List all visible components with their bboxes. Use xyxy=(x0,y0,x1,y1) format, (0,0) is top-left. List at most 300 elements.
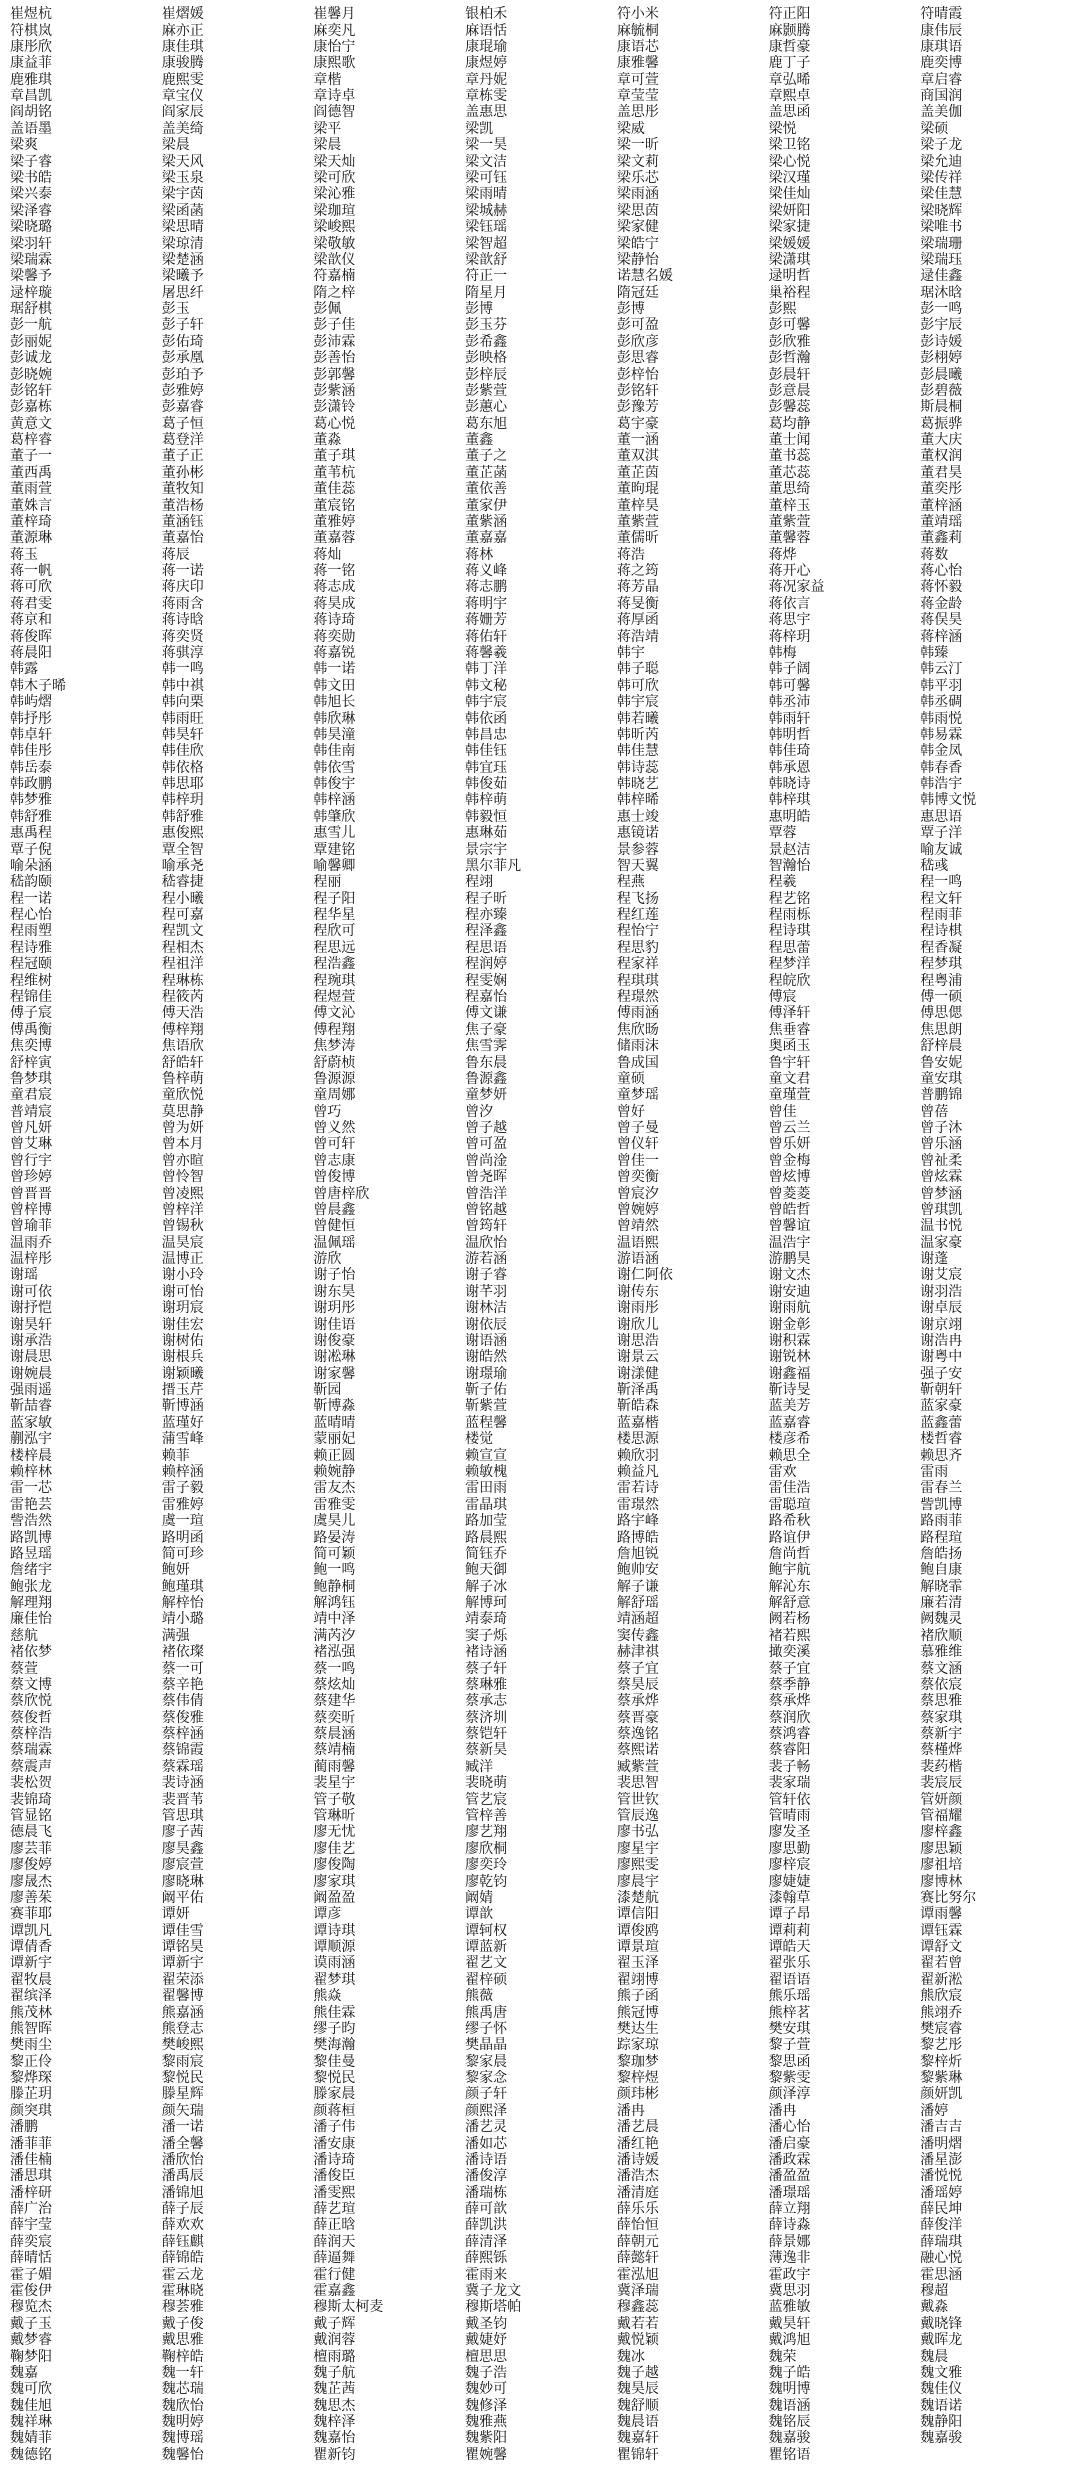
name-cell: 康琪语 xyxy=(920,38,963,55)
name-cell: 廖芸菲 xyxy=(10,1840,52,1857)
name-cell: 谢婉晨 xyxy=(10,1365,52,1382)
name-cell: 翟新淞 xyxy=(920,1971,963,1988)
name-cell: 麻毓桐 xyxy=(616,22,659,39)
name-cell: 訾凯博 xyxy=(920,1496,963,1513)
name-cell: 廖晨宇 xyxy=(616,1873,659,1890)
name-cell: 商国润 xyxy=(920,88,963,105)
name-cell: 魏祥琳 xyxy=(10,2414,52,2431)
name-cell: 谢可怡 xyxy=(161,1283,204,1300)
name-cell: 融心悦 xyxy=(920,2250,963,2267)
name-cell: 蔡文涵 xyxy=(920,1660,963,1677)
name-cell: 梁媛媛 xyxy=(768,235,811,252)
name-cell: 董大庆 xyxy=(920,432,963,449)
name-cell: 潘红艳 xyxy=(616,2135,659,2152)
name-cell: 谭钰霖 xyxy=(920,1922,963,1939)
name-cell: 谢子睿 xyxy=(465,1267,508,1284)
name-cell: 樊晶晶 xyxy=(465,2037,508,2054)
name-cell: 雷若诗 xyxy=(616,1480,659,1497)
name-cell: 翟梦琪 xyxy=(313,1971,356,1988)
name-cell: 谢安迪 xyxy=(768,1283,811,1300)
name-cell: 程欣可 xyxy=(313,923,356,940)
name-cell: 韩政鹏 xyxy=(10,776,52,793)
name-cell: 魏静阳 xyxy=(920,2414,963,2431)
name-cell: 薛朝元 xyxy=(616,2233,659,2250)
name-cell: 符棋岚 xyxy=(10,22,52,39)
name-cell: 曾炫博 xyxy=(768,1169,811,1186)
name-cell: 满芮汐 xyxy=(313,1627,356,1644)
name-cell: 阚平佑 xyxy=(161,1889,204,1906)
name-cell: 程诗琪 xyxy=(768,923,811,940)
name-cell: 雷雅雯 xyxy=(313,1496,356,1513)
name-cell: 童安琪 xyxy=(920,1070,963,1087)
name-cell: 傅子宸 xyxy=(10,1005,52,1022)
name-cell: 管世钦 xyxy=(616,1791,659,1808)
name-cell: 梁家健 xyxy=(616,219,659,236)
name-cell: 鲍天御 xyxy=(465,1562,508,1579)
name-cell: 鲁东晨 xyxy=(465,1054,508,1071)
name-cell: 彭佑琦 xyxy=(161,333,204,350)
name-cell: 逯梓璇 xyxy=(10,284,52,301)
name-cell: 隋冠廷 xyxy=(616,284,659,301)
name-cell: 章宝仪 xyxy=(161,88,204,105)
name-cell: 黎家念 xyxy=(465,2070,508,2087)
name-cell: 潘鹏 xyxy=(10,2119,38,2136)
name-cell: 裴松贺 xyxy=(10,1775,52,1792)
name-cell: 蒋况家益 xyxy=(768,579,825,596)
name-cell: 嵇彧 xyxy=(920,857,949,874)
name-cell: 盖思函 xyxy=(768,104,811,121)
name-cell: 梁瑞霖 xyxy=(10,251,52,268)
name-cell: 曾菱菱 xyxy=(768,1185,811,1202)
name-cell: 蔡济圳 xyxy=(465,1709,508,1726)
name-cell: 梁可欣 xyxy=(313,169,356,186)
name-cell: 程燕 xyxy=(616,874,645,891)
name-cell: 梁雨涵 xyxy=(616,186,659,203)
name-cell: 梁钰瑶 xyxy=(465,219,508,236)
name-cell: 韩梓琪 xyxy=(768,792,811,809)
name-cell: 曾仪轩 xyxy=(616,1136,659,1153)
name-cell: 颜蒋桓 xyxy=(313,2102,356,2119)
name-cell: 鹿雅琪 xyxy=(10,71,52,88)
name-cell: 程香凝 xyxy=(920,939,963,956)
name-cell: 彭蕙心 xyxy=(465,399,508,416)
name-cell: 彭子轩 xyxy=(161,317,204,334)
name-cell: 漆翰草 xyxy=(768,1889,811,1906)
name-cell: 曾宸汐 xyxy=(616,1185,659,1202)
name-cell: 裴思智 xyxy=(616,1775,659,1792)
name-cell: 潘冉 xyxy=(768,2102,797,2119)
name-cell: 廖昊鑫 xyxy=(161,1840,204,1857)
name-cell: 梁天风 xyxy=(161,153,204,170)
name-cell: 靖小璐 xyxy=(161,1611,204,1628)
name-cell: 鲁梦琪 xyxy=(10,1070,52,1087)
name-cell: 智天翼 xyxy=(616,857,659,874)
name-cell: 蒯泓宇 xyxy=(10,1431,52,1448)
name-cell: 雷雨 xyxy=(920,1464,949,1480)
name-cell: 蔡依宸 xyxy=(920,1676,963,1693)
name-cell: 梁雨晴 xyxy=(465,186,508,203)
name-cell: 曾怜智 xyxy=(161,1169,204,1186)
name-cell: 蒋京和 xyxy=(10,612,52,629)
name-cell: 熊佳霖 xyxy=(313,2004,356,2021)
name-cell: 曾艾琳 xyxy=(10,1136,52,1153)
name-cell: 薛欢欢 xyxy=(161,2217,204,2234)
name-cell: 葛心悦 xyxy=(313,415,356,432)
name-cell: 蔡靖楠 xyxy=(313,1742,356,1759)
name-cell: 蔡梓涵 xyxy=(161,1726,204,1743)
name-cell: 彭紫涵 xyxy=(313,382,356,399)
name-cell: 魏子航 xyxy=(313,2364,356,2381)
name-cell: 雷友杰 xyxy=(313,1480,356,1497)
name-cell: 薛奕宸 xyxy=(10,2233,52,2250)
name-cell: 薛凯洪 xyxy=(465,2217,508,2234)
name-cell: 梁歆舒 xyxy=(465,251,508,268)
name-cell: 魏思杰 xyxy=(313,2397,356,2414)
name-cell: 雷晶琪 xyxy=(465,1496,508,1513)
name-cell: 谢凇琳 xyxy=(313,1349,356,1366)
name-cell: 梁宇茵 xyxy=(161,186,204,203)
name-cell: 蔡子宜 xyxy=(768,1660,811,1677)
name-cell: 程祖洋 xyxy=(161,956,204,973)
name-cell: 温佩瑶 xyxy=(313,1234,356,1251)
name-cell: 童瑾萱 xyxy=(768,1087,811,1104)
name-cell: 廉若清 xyxy=(920,1595,963,1612)
name-cell: 崔馨月 xyxy=(313,6,356,23)
name-cell: 潘禹辰 xyxy=(161,2168,204,2185)
name-cell: 蔡昊辰 xyxy=(616,1676,659,1693)
name-cell: 潘政霖 xyxy=(768,2151,811,2168)
name-cell: 潘吉吉 xyxy=(920,2119,963,2136)
name-cell: 梁文洁 xyxy=(465,153,508,170)
name-cell: 程相杰 xyxy=(161,939,204,956)
name-cell: 穆览杰 xyxy=(10,2299,52,2316)
name-cell: 彭梓怡 xyxy=(616,366,659,383)
name-cell: 董子琪 xyxy=(313,448,356,465)
name-cell: 蒋一帆 xyxy=(10,563,52,580)
name-cell: 赖思齐 xyxy=(920,1447,963,1464)
name-cell: 麻颢腾 xyxy=(768,22,811,39)
name-cell: 曾锡秋 xyxy=(161,1218,204,1235)
name-cell: 潘安康 xyxy=(313,2135,356,2152)
name-cell: 彭梓辰 xyxy=(465,366,508,383)
name-cell: 程丽 xyxy=(313,874,342,891)
name-cell: 傅程翔 xyxy=(313,1021,356,1038)
name-cell: 赖婉静 xyxy=(313,1464,356,1480)
name-cell: 嵇韵颐 xyxy=(10,874,52,891)
name-cell: 冀泽瑞 xyxy=(616,2283,659,2299)
name-cell: 覃子倪 xyxy=(10,841,52,858)
name-cell: 蔡晨涵 xyxy=(313,1726,356,1743)
name-cell: 嵇睿捷 xyxy=(161,874,204,891)
name-cell: 董书蕊 xyxy=(768,448,811,465)
name-cell: 程皖欣 xyxy=(768,972,811,989)
name-cell: 简可颖 xyxy=(313,1545,356,1562)
name-cell: 程冠颐 xyxy=(10,956,52,973)
name-cell: 韩承恩 xyxy=(768,759,811,776)
name-cell: 廖梓宸 xyxy=(768,1857,811,1874)
name-cell: 康伟辰 xyxy=(920,22,963,39)
name-cell: 韩依格 xyxy=(161,759,204,776)
name-cell: 韩雨旺 xyxy=(161,710,204,727)
name-cell: 彭馨蕊 xyxy=(768,399,811,416)
name-cell: 蒋浩靖 xyxy=(616,628,659,645)
name-cell: 程雯娴 xyxy=(465,972,508,989)
name-cell: 程梦洋 xyxy=(768,956,811,973)
name-cell: 熊禹唐 xyxy=(465,2004,508,2021)
name-cell: 董嘉嘉 xyxy=(465,530,508,547)
name-cell: 傅天浩 xyxy=(161,1005,204,1022)
name-cell: 彭晨曦 xyxy=(920,366,963,383)
name-cell: 焦思朗 xyxy=(920,1021,963,1038)
name-cell: 麻奕凡 xyxy=(313,22,356,39)
name-cell: 褚欣顺 xyxy=(920,1627,963,1644)
name-cell: 董浩杨 xyxy=(161,497,204,514)
name-cell: 傅文沁 xyxy=(313,1005,356,1022)
name-cell: 董一涵 xyxy=(616,432,659,449)
name-cell: 程思远 xyxy=(313,939,356,956)
name-cell: 舒蔚桢 xyxy=(313,1054,356,1071)
name-cell: 韩雨悦 xyxy=(920,710,963,727)
name-cell: 蒙丽妃 xyxy=(313,1431,356,1448)
name-cell: 蔡晋豪 xyxy=(616,1709,659,1726)
name-cell: 曾志康 xyxy=(313,1152,356,1169)
name-cell: 韩佳南 xyxy=(313,743,356,760)
name-cell: 雷春兰 xyxy=(920,1480,963,1497)
name-cell: 鹿奕博 xyxy=(920,55,963,72)
name-cell: 樊达生 xyxy=(616,2020,659,2037)
name-cell: 韩岳泰 xyxy=(10,759,52,776)
name-cell: 谢可依 xyxy=(10,1283,52,1300)
name-cell: 路昱瑶 xyxy=(10,1545,52,1562)
name-cell: 蔡欣悦 xyxy=(10,1693,52,1710)
name-cell: 康语芯 xyxy=(616,38,659,55)
name-cell: 梁敬敏 xyxy=(313,235,356,252)
name-cell: 程一诺 xyxy=(10,890,52,907)
name-cell: 符晴霞 xyxy=(920,6,963,23)
name-cell: 梁天灿 xyxy=(313,153,356,170)
name-cell: 霍嘉鑫 xyxy=(313,2283,356,2299)
name-cell: 颜妍凯 xyxy=(920,2086,963,2103)
name-cell: 梁汉瑾 xyxy=(768,169,811,186)
name-cell: 赖菲 xyxy=(161,1447,190,1464)
name-cell: 程诗雅 xyxy=(10,939,52,956)
name-cell: 彭栩婷 xyxy=(920,350,963,367)
name-cell: 蒋林 xyxy=(465,546,494,563)
name-cell: 蓝家豪 xyxy=(920,1398,963,1415)
name-cell: 楼思源 xyxy=(616,1431,659,1448)
name-cell: 臧洋 xyxy=(465,1758,494,1775)
name-cell: 蒋梓涵 xyxy=(920,628,963,645)
name-cell: 靳皓森 xyxy=(616,1398,659,1415)
name-cell: 曾梦涵 xyxy=(920,1185,963,1202)
name-cell: 谢小玲 xyxy=(161,1267,204,1284)
name-cell: 魏语诺 xyxy=(920,2397,963,2414)
name-cell: 翟张乐 xyxy=(768,1955,811,1972)
name-cell: 梁泽睿 xyxy=(10,202,52,219)
name-cell: 梁兴泰 xyxy=(10,186,52,203)
name-cell: 廖思勤 xyxy=(768,1840,811,1857)
name-cell: 程文轩 xyxy=(920,890,963,907)
name-cell: 程思豹 xyxy=(616,939,659,956)
name-cell: 搢玉芹 xyxy=(161,1382,204,1399)
name-cell: 谭顺源 xyxy=(313,1939,356,1956)
name-cell: 彭一航 xyxy=(10,317,52,334)
name-cell: 潘瑞栋 xyxy=(465,2184,508,2201)
name-cell: 冀子龙文 xyxy=(465,2283,522,2299)
name-cell: 霍子媚 xyxy=(10,2266,52,2283)
name-cell: 董君昊 xyxy=(920,464,963,481)
name-cell: 谭轲权 xyxy=(465,1922,508,1939)
name-cell: 廖晓琳 xyxy=(161,1873,204,1890)
name-cell: 熊乐瑶 xyxy=(768,1988,811,2005)
name-cell: 梁沁雅 xyxy=(313,186,356,203)
name-cell: 梁书皓 xyxy=(10,169,52,186)
name-cell: 葛梓睿 xyxy=(10,432,52,449)
name-cell: 樊海瀚 xyxy=(313,2037,356,2054)
name-cell: 梁思晴 xyxy=(161,219,204,236)
name-cell: 焦欣旸 xyxy=(616,1021,659,1038)
name-cell: 程诗棋 xyxy=(920,923,963,940)
name-cell: 穆斯塔帕 xyxy=(465,2299,522,2316)
name-cell: 梁皓宁 xyxy=(616,235,659,252)
name-cell: 鞠梓皓 xyxy=(161,2348,204,2365)
name-cell: 董馨蓉 xyxy=(768,530,811,547)
name-cell: 廖家琪 xyxy=(313,1873,356,1890)
name-cell: 谢颖曦 xyxy=(161,1365,204,1382)
name-cell: 靖中泽 xyxy=(313,1611,356,1628)
name-cell: 蒋昊成 xyxy=(313,595,356,612)
name-cell: 韩丁洋 xyxy=(465,661,508,678)
name-cell: 谢传东 xyxy=(616,1283,659,1300)
name-cell: 程艺铭 xyxy=(768,890,811,907)
name-cell: 廖俊陶 xyxy=(313,1857,356,1874)
name-cell: 梁平 xyxy=(313,120,342,137)
name-cell: 蒋思宇 xyxy=(768,612,811,629)
name-cell: 褚泓强 xyxy=(313,1644,356,1661)
name-cell: 解子冰 xyxy=(465,1578,508,1595)
name-cell: 雷聪瑄 xyxy=(768,1496,811,1513)
name-cell: 梁心悦 xyxy=(768,153,811,170)
name-cell: 裴药楷 xyxy=(920,1758,963,1775)
name-cell: 智瀚怡 xyxy=(768,857,811,874)
name-cell: 韩中祺 xyxy=(161,677,204,694)
name-cell: 梁羽轩 xyxy=(10,235,52,252)
name-cell: 董梓琦 xyxy=(10,513,52,530)
name-cell: 穆荟雅 xyxy=(161,2299,204,2316)
name-cell: 蒋嘉锐 xyxy=(313,645,356,661)
name-cell: 彭佩 xyxy=(313,301,342,318)
name-cell: 韩抒彤 xyxy=(10,710,52,727)
name-cell: 霍琳晓 xyxy=(161,2283,204,2299)
name-cell: 程凯文 xyxy=(161,923,204,940)
name-cell: 靳博涵 xyxy=(161,1398,204,1415)
name-cell: 惠禹程 xyxy=(10,825,52,842)
name-cell: 熊薇 xyxy=(465,1988,494,2005)
name-cell: 董姝言 xyxy=(10,497,52,514)
name-cell: 焦语欣 xyxy=(161,1038,204,1055)
name-cell: 满强 xyxy=(161,1627,190,1644)
name-cell: 谢浩冉 xyxy=(920,1332,963,1349)
name-cell: 程琪琪 xyxy=(616,972,659,989)
name-cell: 路晏涛 xyxy=(313,1529,356,1546)
name-cell: 程思蕾 xyxy=(768,939,811,956)
name-cell: 戴子俊 xyxy=(161,2315,204,2332)
name-cell: 戴昊轩 xyxy=(768,2315,811,2332)
name-cell: 韩可馨 xyxy=(768,677,811,694)
name-cell: 韩欣琳 xyxy=(313,710,356,727)
name-cell: 魏芯瑞 xyxy=(161,2381,204,2398)
name-cell: 潘子伟 xyxy=(313,2119,356,2136)
name-cell: 谢芊羽 xyxy=(465,1283,508,1300)
name-cell: 谢思浩 xyxy=(616,1332,659,1349)
name-cell: 程浩鑫 xyxy=(313,956,356,973)
name-cell: 傅泽轩 xyxy=(768,1005,811,1022)
name-cell: 彭可馨 xyxy=(768,317,811,334)
name-cell: 管福耀 xyxy=(920,1807,963,1824)
name-cell: 银柏禾 xyxy=(465,6,508,23)
name-cell: 董子一 xyxy=(10,448,52,465)
name-cell: 游若涵 xyxy=(465,1251,508,1268)
name-cell: 葛子恒 xyxy=(161,415,204,432)
name-cell: 谭景瑄 xyxy=(616,1939,659,1956)
name-cell: 魏佳仪 xyxy=(920,2381,963,2398)
name-cell: 董佳蕊 xyxy=(313,481,356,498)
name-cell: 谭新宇 xyxy=(161,1955,204,1972)
name-cell: 韩卓轩 xyxy=(10,726,52,743)
name-cell: 廖艺翔 xyxy=(465,1824,508,1841)
name-cell: 谢俊豪 xyxy=(313,1332,356,1349)
name-cell: 谢卓辰 xyxy=(920,1300,963,1317)
name-cell: 彭玉 xyxy=(161,301,190,318)
name-cell: 谭俊鸥 xyxy=(616,1922,659,1939)
name-cell: 赖梓林 xyxy=(10,1464,52,1480)
name-cell: 符正阳 xyxy=(768,6,811,23)
name-cell: 赖思全 xyxy=(768,1447,811,1464)
name-cell: 焦垂睿 xyxy=(768,1021,811,1038)
name-cell: 谢艾宸 xyxy=(920,1267,963,1284)
name-cell: 韩屿熠 xyxy=(10,694,52,711)
name-cell: 曾铭越 xyxy=(465,1201,508,1218)
name-cell: 管辰逸 xyxy=(616,1807,659,1824)
name-cell: 魏紫阳 xyxy=(465,2430,508,2447)
name-cell: 盖惠思 xyxy=(465,104,508,121)
name-cell: 黎梓炘 xyxy=(920,2053,963,2070)
name-cell: 褚依璨 xyxy=(161,1644,204,1661)
name-cell: 韩平羽 xyxy=(920,677,963,694)
name-cell: 褚诗涵 xyxy=(465,1644,508,1661)
name-cell: 蒋奕贤 xyxy=(161,628,204,645)
name-cell: 潘诗琦 xyxy=(313,2151,356,2168)
name-cell: 薛正晗 xyxy=(313,2217,356,2234)
name-cell: 詹皓扬 xyxy=(920,1545,963,1562)
name-cell: 彭嘉栋 xyxy=(10,399,52,416)
name-cell: 蒋厚函 xyxy=(616,612,659,629)
name-cell: 曾炫霖 xyxy=(920,1169,963,1186)
name-cell: 程煜萱 xyxy=(313,988,356,1005)
name-cell: 梁家捷 xyxy=(768,219,811,236)
name-cell: 蒋骐淳 xyxy=(161,645,204,661)
name-cell: 魏博瑶 xyxy=(161,2430,204,2447)
name-cell: 彭欣雅 xyxy=(768,333,811,350)
name-cell: 惠明皓 xyxy=(768,808,811,825)
name-cell: 曾晨鑫 xyxy=(313,1201,356,1218)
name-cell: 蒋金龄 xyxy=(920,595,963,612)
name-cell: 盖思彤 xyxy=(616,104,659,121)
name-cell: 傅雨涵 xyxy=(616,1005,659,1022)
name-cell: 强子安 xyxy=(920,1365,963,1382)
name-cell: 程小曦 xyxy=(161,890,204,907)
name-cell: 蒋志成 xyxy=(313,579,356,596)
